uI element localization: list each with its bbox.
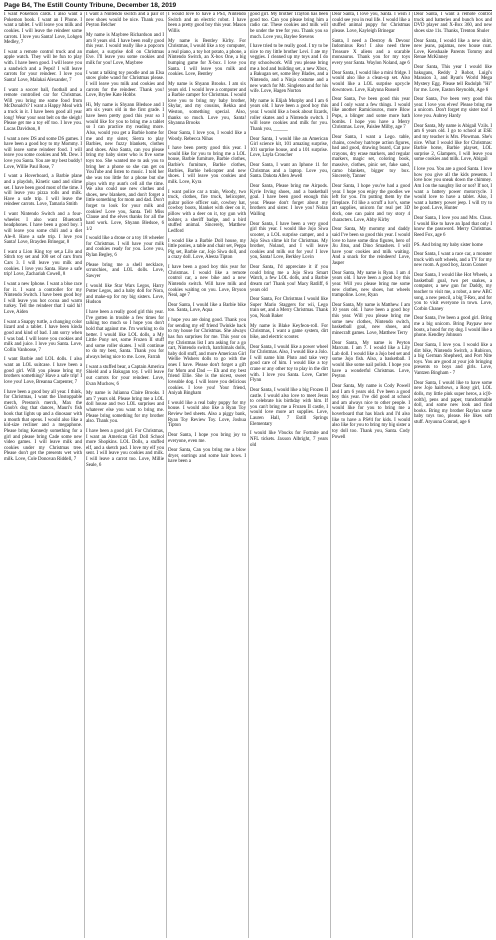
letter-to-santa: Dear Santa, For Christmas I would like Super Mario Staggers for wii, Lego train set, and a Merry Christmas. Thank you, Noah Baker — [250, 297, 328, 319]
letter-to-santa: I want a stuffed bear, a Captain America Shield and a Bakugan toy. I will leave out carrots for your reindeer. Love, Evan Muchow, 6 — [86, 364, 164, 387]
letter-to-santa: Dear Santa, I would like an American Girl science kit, 101 amazing surprise, 101 surprise house, and a 101 surprise. Love, Layla Croucher — [250, 136, 328, 159]
letter-to-santa: I would like a real baby puppy for my house. I would also like a Ryan Toy Review bed sheets. Also a piggy bank, Ryan Toy Review Toy. Love, Joshua Tipton — [168, 400, 246, 429]
letter-to-santa: Dear Santa, My name is Ryan. I am 4 years old. I have been a good boy this year. Will you please bring me some new clothes, new shoes, hot wheels trampoline. Love, Ryan — [332, 270, 410, 299]
column-divider — [412, 12, 413, 938]
letter-to-santa: I have tried to be really good. I try to be nice to my little brother Levi. I ate my veggies. I cleaned up my toys and I do my schoolwork. Will you please bring me a bod and building set, a new Xbox, a Bakugan set, some Bey Blades, and a Nintendo, and a Ninja costume and a new watch for Mr. Singleton and for his wife. Love, Hagen Norton — [250, 44, 328, 95]
letter-to-santa: Dear Santa, I would like a power wheel for Christmas. Also, I would like a Jolo. I will name him Pluto and take very good care of him. I would like a toy crane or any other toy to play in the dirt with. I love you Santa. Love, Carter Flynn — [250, 344, 328, 384]
column-3 — [168, 12, 246, 938]
column-5 — [332, 12, 410, 938]
letter-to-santa: Dear Santa, I would like a mini fridge. I would also like a clean-up set. Also would like a LOL surprise upcycle downtown. Love, Kalynna Russell — [332, 70, 410, 93]
letter-to-santa: Dear Santa, I would like a new shirt, new jeans, pajamas, new house coat. Love, Kenshaale Parents Tommy and Renae McKinney — [414, 38, 492, 61]
letter-to-santa: Dear Santa, Please bring me Airpods. Kyrie Irving shoes, and a basketball goal. I have been good enough this year. Please don't forget about my brothers and sister. I love you! Nolan Walling — [250, 183, 328, 217]
letter-to-santa: Dear Santa, I want a Lego. table, chains, cowboy hat/rope action figures, bad and good, drawing board, Cat paw crayons, dry erase markers, and regular markers, magic set, coloring book, massive, clothes, pinic set, fake sand, camo blankets, bigger toy box. Sincerely, Tanner — [332, 134, 410, 180]
letter-to-santa: Dear Santa, I want an Iphone 11 for Christmas and a laptop. Love you, Santa. Dakota Allen Jewell — [250, 163, 328, 180]
letter-to-santa: Dear Santa, I would like a big Frozen II castle. I would also love to meet Jesus to celebrate his birthday with him. If you can't bring me a Frozen II castle, I would love more art supplies. Love, Lauren Hall, 7 Estill Springs Elementary — [250, 387, 328, 427]
letter-to-santa: Dear Santa, I would like to have some new Jojo hairbows, a Rosy girl, LOL dolls, my little pink super heros, a ic[0-oolth], pens and paper, transformable doll, and some new look and find books. Bring my brother Raylan some baby toys too, please. He likes soft stuff. Aryuuna Conrad, age 6 — [414, 380, 492, 425]
letter-to-santa: Dear Santa, I've been good this year and I only want a few things. I would like another Ramiciouros, more Blow Pops, a blinger and some more bath bombs. I hope you have a Merry Christmas. Love, Paislee Milby, age 7 — [332, 97, 410, 131]
letter-to-santa: I want a new DS and some DS games. I have been a good boy to my Mommy. I will leave some reindeer food. I will leave you some cookies and Mt. Dew. I love you Santa. You are my best buddy! Love, Willie Paul Rose, 7 — [4, 136, 82, 170]
letter-to-santa: I want Barbie and LOL dolls. I also want an LOL suitcase. I have been a good girl. Will you please bring my brothers something? Have a safe trip! I love you! Love, Breanna Carpenter, 7 — [4, 357, 82, 385]
letter-to-santa: Dear Santa, My name is Matthew. I am 10 years old. I have been a good boy this year. Will you please bring me some new clothes, Nintendo switch, basketball goal, new shoes, and minecraft games. Love, Matthew Terry — [332, 302, 410, 336]
letter-to-santa: Dear Santa, I hope you bring joy to everyone, even me. — [168, 432, 246, 444]
letter-to-santa: Please bring me a shell necklace, scrunchies, and LOL dolls. Love, Sawyer — [86, 262, 164, 279]
letter-to-santa: Dear Santa, I would like a Barbie bike too. Santa, Love, Aqua — [168, 302, 246, 314]
letter-to-santa: My name is Bentley Kirby. For Christmas, I would like a toy computer, a real piano, a toy hot potato, a phone, a Nintendo Switch, an X-box One, a big bumping game for X-box. I love you Santa. I will leave you milk and cookies. Love, Bentley — [168, 38, 246, 78]
column-6 — [414, 12, 492, 938]
column-divider — [166, 12, 167, 938]
letter-to-santa: I would like Vbucks for Fortnite and NFL tickets. Jaxson Albright, 7 years old — [250, 431, 328, 448]
letter-to-santa: My name is Julianna Claire Brooks. I am 7 years old. Please bring me a LOL doll house and two LOL surprises and whatever else you want to bring me. Please bring something for my brother also. Thank you. — [86, 391, 164, 425]
letter-to-santa: I love you. You are a good Santa. I love how you give all the kids presents. I love how you sneak down the chimney. Am I on the naughty list or not? If not, I want a battery power motorcycle. I would love to have a tablet. Also, I want a battery power jeep. I will try to be good. Love, Hunter — [414, 167, 492, 212]
letter-to-santa: I want a Snappy turtle, a changing color lizard and a tablet. I have been kinda good and kind of bad. I am sorry when I was bad. I will leave you cookies and milk and juice. I love you Santa. Love, Collin Vanhoose, 7 — [4, 319, 82, 353]
letter-to-santa: PS. And bring my baby sister home — [414, 242, 483, 248]
letter-to-santa: My name is Elijah Murphy and I am 6 years old. I have been a good boy this year. I would like a book about lizards, roller skates and a Nintendo switch. I will leave cookies and milk for you. Thank you, ______ — [250, 98, 328, 132]
column-divider — [330, 12, 331, 938]
letter-to-santa: Dear Santa, I love you. I would like a dirt bike, Nintendo Switch, a Rubicon, a big German Shepherd, and Port Nite toys. You are good at your job bringing presents to boys and girls. Love, Vantzen Bingham - 7 — [414, 342, 492, 376]
column-1 — [4, 12, 82, 938]
letter-to-santa: I want a Hoverboard, a Barbie plane and a playdoh, Kinetic sand and slime set. I have been good most of the time. I will leave you pizza rolls and milk. Have a safe trip. I will leave the reindeer carrots. Love, Tamaria Smith — [4, 174, 82, 208]
letter-to-santa: My name is Blake Keyfeon-roll. For Christmas, I want a game system, dirt bike, and electric scooter. — [250, 323, 328, 340]
letter-to-santa: I want Nintendo Switch and a four-wheeler. I also want Bluetooth headphones. I have been a good boy. I will leave you some chili and a diet Ale-8. Have a safe trip. I love you Santa! Love, Brayden Brinegar, 8 — [4, 212, 82, 246]
letter-to-santa: I have been a good boy all year. I think, for Christmas, I want the Unstoppable merch, Preston's merch, Max the Gnob's dog that dances, Mauri's fish hook that lights up and a dinosaur with a mouth that opens. I would also like a kid-size recliner and a megaphone. Please bring Kennedy something for a girl and please bring Cade some new video games. I will leave milk and cookies under my Christmas tree. Please don't get the presents wet with milk. Love, Cole Donovan Riddell, 7 — [4, 389, 82, 462]
letter-to-santa: Hi, My name is Shyann Bledsoe and I am six years old in the first grade. I have been pretty good this year so I would like for you to bring me a tablet so I can practice my reading more. Also, would you get a Barbie home for me and my sister, Sierra to play Barbies, new fuzzy blankets, clothes and shoes. Also Santa, can you please bring my baby sister who is five some toys too. She wanted me to ask you to bring her a phone so she can get on YouTube and listen to music. I told her she was too little for a phone but she plays with my aunt's cell all the time. We also could use new clothes and shoes, new blankets, and don't forget a little something for mom and dad. Don't forget to look for your milk and cookies! Love you, Santa. Tell Miss Clause and the elves thanks for all the hard work. Love, Shyann Bledsoe, 6 1/2 — [86, 102, 164, 232]
letter-to-santa: Dear Santa, I want a race car, a monster truck with soft wheels, and a TV for my new room. A good boy, Jaxon Conner — [414, 252, 492, 269]
letter-to-santa: Dear Santa, I love you and Mrs. Claus. I would like to have an Ipad that only I know the password. Merry Christmas. Reed Fox, age 6 — [414, 216, 492, 238]
letter-to-santa: Dear Santa, I'd appreciate it if you could bring me a Jojo Siwa Smart Watch, a few LOL dolls, and a Barbie dream car! Thank you! Macy Ratliff, 6 years old — [250, 265, 328, 293]
letter-to-santa: Dear Santa, I have been a very good girl this year. I would like Jojo Siwa scooter, a LOL surprise camper, and a Jojo Siwa slime kit for Christmas. My brother, Noland, and I will leave cookies and milk out for you! I love you, Santa! Love, Berkley Lovin — [250, 221, 328, 261]
letter-to-santa: Dear Santa, My name is Abigail Vzils. I am 6 years old. I go to school at ESE and my teacher is Mrs. Plowman. She's nice. What I would like for Christmas: Barbie horse, Barbie playset, LOL surprise 2, Glampers, I will leave you some cookies and milk. Love, Abigail — [414, 123, 492, 163]
letter-to-santa: Dear Santa, I love you, Santa. I wish I could see you in real life. I would like a stuffed animal puppy for Christmas please. Love, Kayleigh Brinegar — [332, 12, 410, 34]
letter-to-santa: Dear Santa, My name is Peyton Marcum. I am 7. I would like a Lily Lab doll. I would like a Jojo bed set and some Jojo fish. Also, a basketball. I would like some nail polish. I hope you have a wonderful Christmas. Love, Peyton — [332, 340, 410, 380]
letter-to-santa: Dear Santa, Can you bring me a blow dryer, earrings and some hair bows. I have been a — [168, 448, 246, 465]
letter-to-santa: I want a talking toy poodle and an Elsa snow globe wand for Christmas please. I will leave you milk and cookies and carrots for the reindeer. Thank you! Love, Brylee Kate Hobbs — [86, 70, 164, 99]
letter-to-santa: Dear Santa, I've been a good girl. Bring me a big unicorn. Bring Paypaw new boots, a hood for my dog. I would like a phone. Kendley Johnson — [414, 316, 492, 339]
letter-to-santa: Dear Santa, I want a remote control truck and batteries and bunch box and DVD player and X-Box 360, and new shoes size 11s. Thanks, Trenton Shuler — [414, 12, 492, 34]
letter-to-santa: My name is Shyann Brooks. I am six years old. I would love a computer and a Barbie camper for Christmas. I would love you to bring my baby brother, Skylar, and my cousins, Rekka and Weston, something special. Also, thanks so much. Love you, Santa! Shyanna Brooks — [168, 81, 246, 127]
letter-to-santa: I would like Star Wars Legos, Harry Potter Legos, and a baby doll for Nora, and make-up for my big sisters. Love, Hudson — [86, 283, 164, 306]
letter-to-santa: good girl. My brother Trayton has been good too. Can you please bring him a radio car. These cookies and milk will be under the tree for you. Thank you so much. Love you, Baylee Stevens — [250, 12, 328, 40]
letter-to-santa: Santa, I need a Destroy & Devour Indominus Rex! I also need three Treasure X aliens and a scarable monsaurus. Thank you for my toys every year Santa. Waylon Noland, age 6 — [332, 38, 410, 66]
letter-to-santa: I would like a drone or a toy 18 wheeler for Christmas. I will have your milk and cookies ready for you. Love you, Rylan Begley, 6 — [86, 236, 164, 258]
page-header: Page B4, The Estill County Tribune, December 18, 2019 — [4, 1, 492, 11]
letter-to-santa: I have been a really good girl this year. I've gotten in trouble a few times for talking too much so I hope you don't hold that against me. I'm working to do better. I would like LOL dolls, a My Little Pony set, some Frozen II stuff and some roller skates. I will continue to do my best, Santa. Thank you for always being nice to me. Love, Farrah — [86, 310, 164, 360]
column-divider — [84, 12, 85, 938]
letter-to-santa: I would like a Barbie Doll house, my little ponies, a table and chair set, Peppa Pig set, Barbie car, Jojo Siwa doll, and a crazy doll. Love, Aleeza Tipton — [168, 238, 246, 261]
letters-columns — [4, 12, 492, 938]
column-divider — [248, 12, 249, 938]
letter-to-santa: My name is Maybree Richardson and I am 8 years old. I have been really good this year. I would really like a popcorn maker, a surprise doll on Christmas Eve. I'll leave you some cookies and milk for you! Love, Maybree — [86, 32, 164, 66]
letter-to-santa: I want a soccer ball, football and a remote controlled car for Christmas. Will you bring me some food from McDonald's? I want a Happy Meal with a truck in it. I have been good all year long! Wear your seat belt on the sleigh! Please get me a toy elf too. I love you. Lucas Davidson, 8 — [4, 87, 82, 132]
letter-to-santa: I would love to have a PS4, Nintendo Switch and an electric robot. I have been a pretty good boy this year. Mason Willis — [168, 12, 246, 34]
letter-to-santa: Dear Santa, I've been very good this year. I love you elves! Please bring me a unicorn. Don't forget my sister too! I love you. Aubrey Hardy — [414, 97, 492, 119]
letter-to-santa: I have been a good girl. For Christmas, I want an American Girl Doll School more Shopkins. LOL Dolls, a stuffed elf, and a sketch pad. I love my elf you sent. I will leave you cookies and milk. I will leave a carrot too. Love, Millie Seale, 6 — [86, 428, 164, 468]
letter-to-santa: Dear Santa, I would like Hot Wheels, a basketball goal, two pet snakes, a computer, a new gun for Daddy, my teacher to visit me, a robot, a new ABC song, a new pencil, a big T-Rex, and for you to visit everyone in town. Love, Corbin Chaney — [414, 273, 492, 312]
letter-to-santa: I hope you are doing good. Thank you for sending my elf friend Twinkle back to my house for Christmas. She always has fun surprises for me. This year on my Christmas list I am asking for a go cart, Nintendo switch, hatchimals dolls, baby doll stuff, and more American Girl Wellie Wishers dolls to go with the ones I have. Please don't forget a gift for Mom and Dad — Eh and my best friend Ellie. She is the nicest, sweet loveable dog. I will leave you delicious cookies. I love you! Your friend, Aniyah Bingham — [168, 318, 246, 397]
letter-to-santa: Dear Santa, My mommy and daddy said I've been so good this year. I would love to have some dino figures, hero of Jiu Jitsu, and Dino Smashers. I will have your cookies and milk waiting. And a snack for the reindeers! Love, Jasper — [332, 227, 410, 266]
letter-to-santa: I want police car a train, Woody, two truck, clothes, fire truck, helicopter, guitar police officer suit, cowboy hat, cowboy boots, blanket with deer on it, pillow with a deer on it, toy gun with holster, a sheriff badge, and a bird stuffed animal. Sincerely, Matthew Ledford — [168, 189, 246, 234]
letter-to-santa: I want a Nintendo switch and a pair of new shoes would be nice. Thank you. Peyton Belcher — [86, 12, 164, 29]
letter-to-santa: I want a Lion King toy set,a Lilo and Stitch toy set and 100 set of cars from Cars 3. I will leave you milk and cookies. I love you Santa. Have a safe trip! Love, Zachariah Cowell, 8 — [4, 249, 82, 278]
letter-to-santa: I have been pretty good this year. I would like for you to bring me a LOL house, Barbie furniture, Barbie clothes, Barbie's furniture, Barbie clothes, Barbies, Barbie helicopter and new shoes. I will leave you cookies and milk. Love, Kyra — [168, 146, 246, 185]
letter-to-santa: I want Pokemon cards. I also want a Pokemon book. I want an I Phone. I want a tablet. I will leave you milk and cookies. I will leave the reindeer some carrots. I love you Santa! Love, Lohgen Medley, 7 — [4, 12, 82, 46]
letter-to-santa: Dear Santa, My name is Cody Powell and I am 6 years old. I've been a good boy this year. I've did good at school and am always nice to other people. I would like for you to bring me a hoverboard that has black and I'd also like to have a PS#4 for kids. I would also like for you to bring my big sister a toy doll too. Thank you, Santa. Cody Powell — [332, 383, 410, 440]
letter-to-santa: Dear Santa, This year I would like bakugans, Reddy 2 Robot, Luigi's Mansion 3, and Ryan's World Mega Mystery Egg. Please tell Rudolph "Hi" for me. Love, Easton Reynolds, Age 6 — [414, 65, 492, 93]
letter-to-santa: Dear Santa, I love you, I would like a Woody. Rebecca Nihas — [168, 130, 246, 142]
letter-to-santa: I want a new Iphone. I want a blue race for it. I want a controller for my Nintendo Switch. I have been good boy I will leave you hot cocoa and warm turkey. Tell the reindeer that I said hi! Love, Aiden — [4, 281, 82, 315]
column-4 — [250, 12, 328, 938]
letter-to-santa: I want a remote control truck and an apple watch. They will be fun to play with. I have been good. I will leave you a sandwich and a Pepsi! I will leave carrots for your reindeer. I love you Santa! Love, Malakai Alexander, 7 — [4, 49, 82, 83]
column-2 — [86, 12, 164, 938]
letter-to-santa: I have been a good boy this year for Christmas. I would like a remote control car, a new bike and a new Nintendo switch. Will have milk and cookies waiting on you. Love, Bryson Neal, age 7 — [168, 265, 246, 299]
letter-to-santa: Dear Santa, I hope you've had a good year. I hope you enjoy the goodies we left for you. I'm putting them by the fireplace. I'd like a scruff a luv's, some art supplies, unicorn fur real pet 3D dock, one can paint and toy story 4 characters. Love, Abby Kirby — [332, 183, 410, 223]
